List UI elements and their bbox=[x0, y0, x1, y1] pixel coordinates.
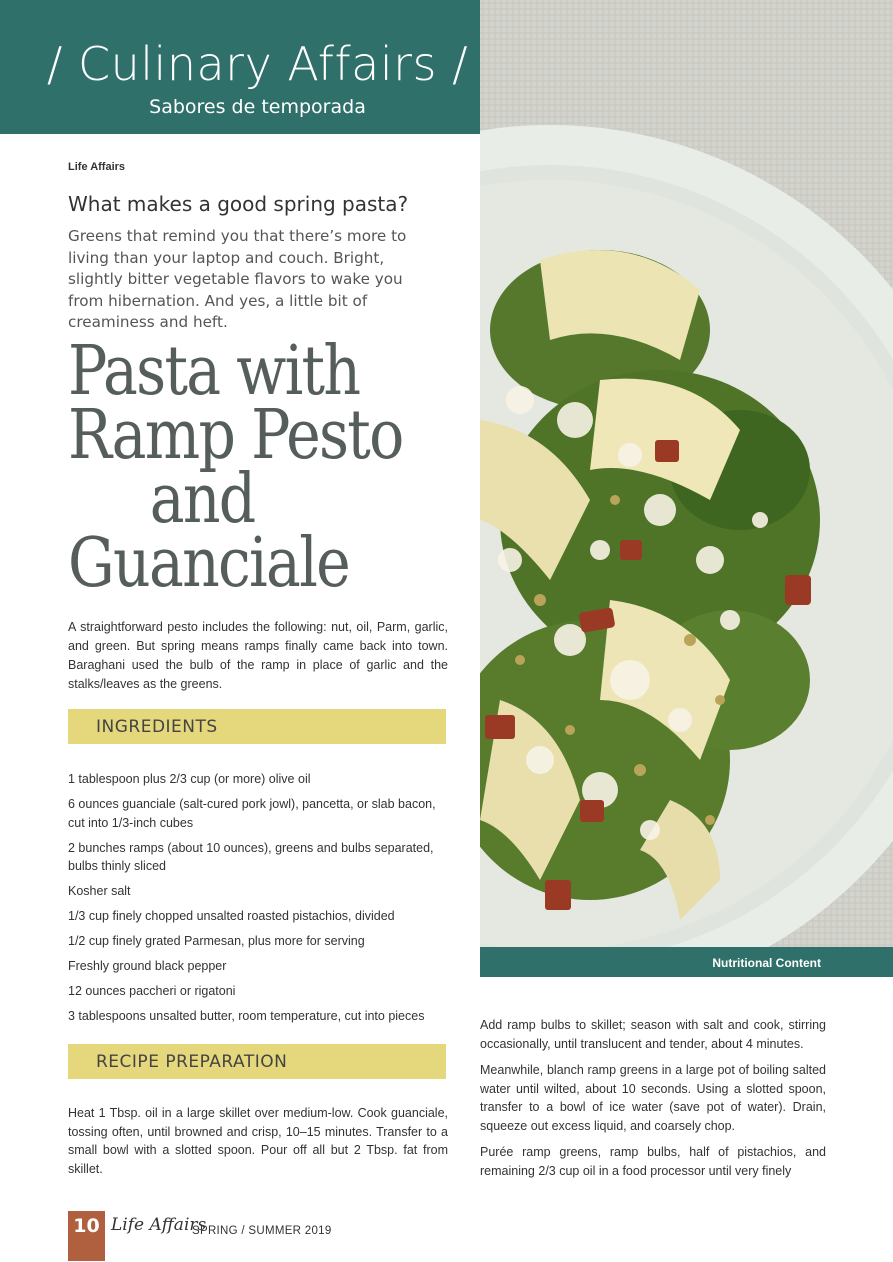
ingredient-item: 3 tablespoons unsalted butter, room temperature, cut into pieces bbox=[68, 1009, 425, 1023]
ingredient-item: 1 tablespoon plus 2/3 cup (or more) olive oil bbox=[68, 772, 311, 786]
ingredient-item: 1/3 cup finely chopped unsalted roasted pistachios, divided bbox=[68, 909, 395, 923]
ingredient-item: 1/2 cup finely grated Parmesan, plus more for serving bbox=[68, 934, 365, 948]
recipe-title-line: Guanciale bbox=[68, 524, 350, 603]
preparation-continued bbox=[480, 1016, 826, 1188]
photo-caption-bar bbox=[480, 947, 893, 977]
ingredient-item: 6 ounces guanciale (salt-cured pork jowl), pancetta, or slab bacon, cut into 1/3-inch cubes bbox=[68, 797, 436, 830]
photo-caption: Nutritional Content bbox=[712, 956, 821, 970]
preparation-step: Heat 1 Tbsp. oil in a large skillet over medium-low. Cook guanciale, tossing often, until browned and crisp, 10–15 minutes. Transfer to a small bowl with a slotted spoon. Pour off all but 2 Tbsp. fat from skillet. bbox=[68, 1106, 448, 1176]
recipe-title bbox=[68, 332, 412, 603]
ingredient-item: Kosher salt bbox=[68, 884, 131, 898]
page-number: 10 bbox=[68, 1211, 105, 1261]
ingredient-item: 2 bunches ramps (about 10 ounces), greens and bulbs separated, bulbs thinly sliced bbox=[68, 840, 434, 873]
magazine-logo: Life Affairs bbox=[111, 1215, 207, 1235]
ingredient-item: Freshly ground black pepper bbox=[68, 959, 227, 973]
preparation-step: Meanwhile, blanch ramp greens in a large pot of boiling salted water until wilted, about 10 seconds. Using a slotted spoon, transfer to a bowl of ice water (save pot of water). Drain, squeeze out excess liquid, and coarsely chop. bbox=[480, 1063, 826, 1133]
intro-paragraph: Greens that remind you that there’s more to living than your laptop and couch. Bright, slightly bitter vegetable flavors to wake you from hibernation. And yes, a little bit of creaminess and heft. bbox=[68, 227, 407, 331]
preparation-heading: RECIPE PREPARATION bbox=[96, 1052, 288, 1072]
ingredient-item: 12 ounces paccheri or rigatoni bbox=[68, 984, 236, 998]
recipe-description: A straightforward pesto includes the following: nut, oil, Parm, garlic, and green. But spring means ramps finally came back into town. Baraghani used the bulb of the ramp in place of garlic and the stalks/leaves as the greens. bbox=[68, 620, 448, 691]
section-label: Life Affairs bbox=[68, 161, 126, 173]
ingredients-list bbox=[68, 770, 448, 1032]
recipe-title-line: Ramp Pesto bbox=[68, 396, 403, 475]
column-subtitle: Sabores de temporada bbox=[149, 96, 366, 118]
column-title: / Culinary Affairs / bbox=[46, 37, 469, 91]
preparation-step: Add ramp bulbs to skillet; season with salt and cook, stirring occasionally, until translucent and tender, about 4 minutes. bbox=[480, 1018, 826, 1051]
lead-question: What makes a good spring pasta? bbox=[68, 192, 409, 216]
recipe-title-line: Pasta with bbox=[68, 332, 360, 411]
header-banner bbox=[0, 0, 515, 134]
issue-label: SPRING / SUMMER 2019 bbox=[192, 1225, 332, 1237]
pasta-illustration bbox=[480, 0, 893, 947]
preparation-heading-bar bbox=[68, 1044, 446, 1079]
recipe-title-line: and bbox=[149, 460, 255, 539]
pasta-photo bbox=[480, 0, 893, 947]
ingredients-heading: INGREDIENTS bbox=[96, 717, 218, 737]
preparation-step: Purée ramp greens, ramp bulbs, half of pistachios, and remaining 2/3 cup oil in a food processor until very finely bbox=[480, 1145, 826, 1178]
ingredients-heading-bar bbox=[68, 709, 446, 744]
